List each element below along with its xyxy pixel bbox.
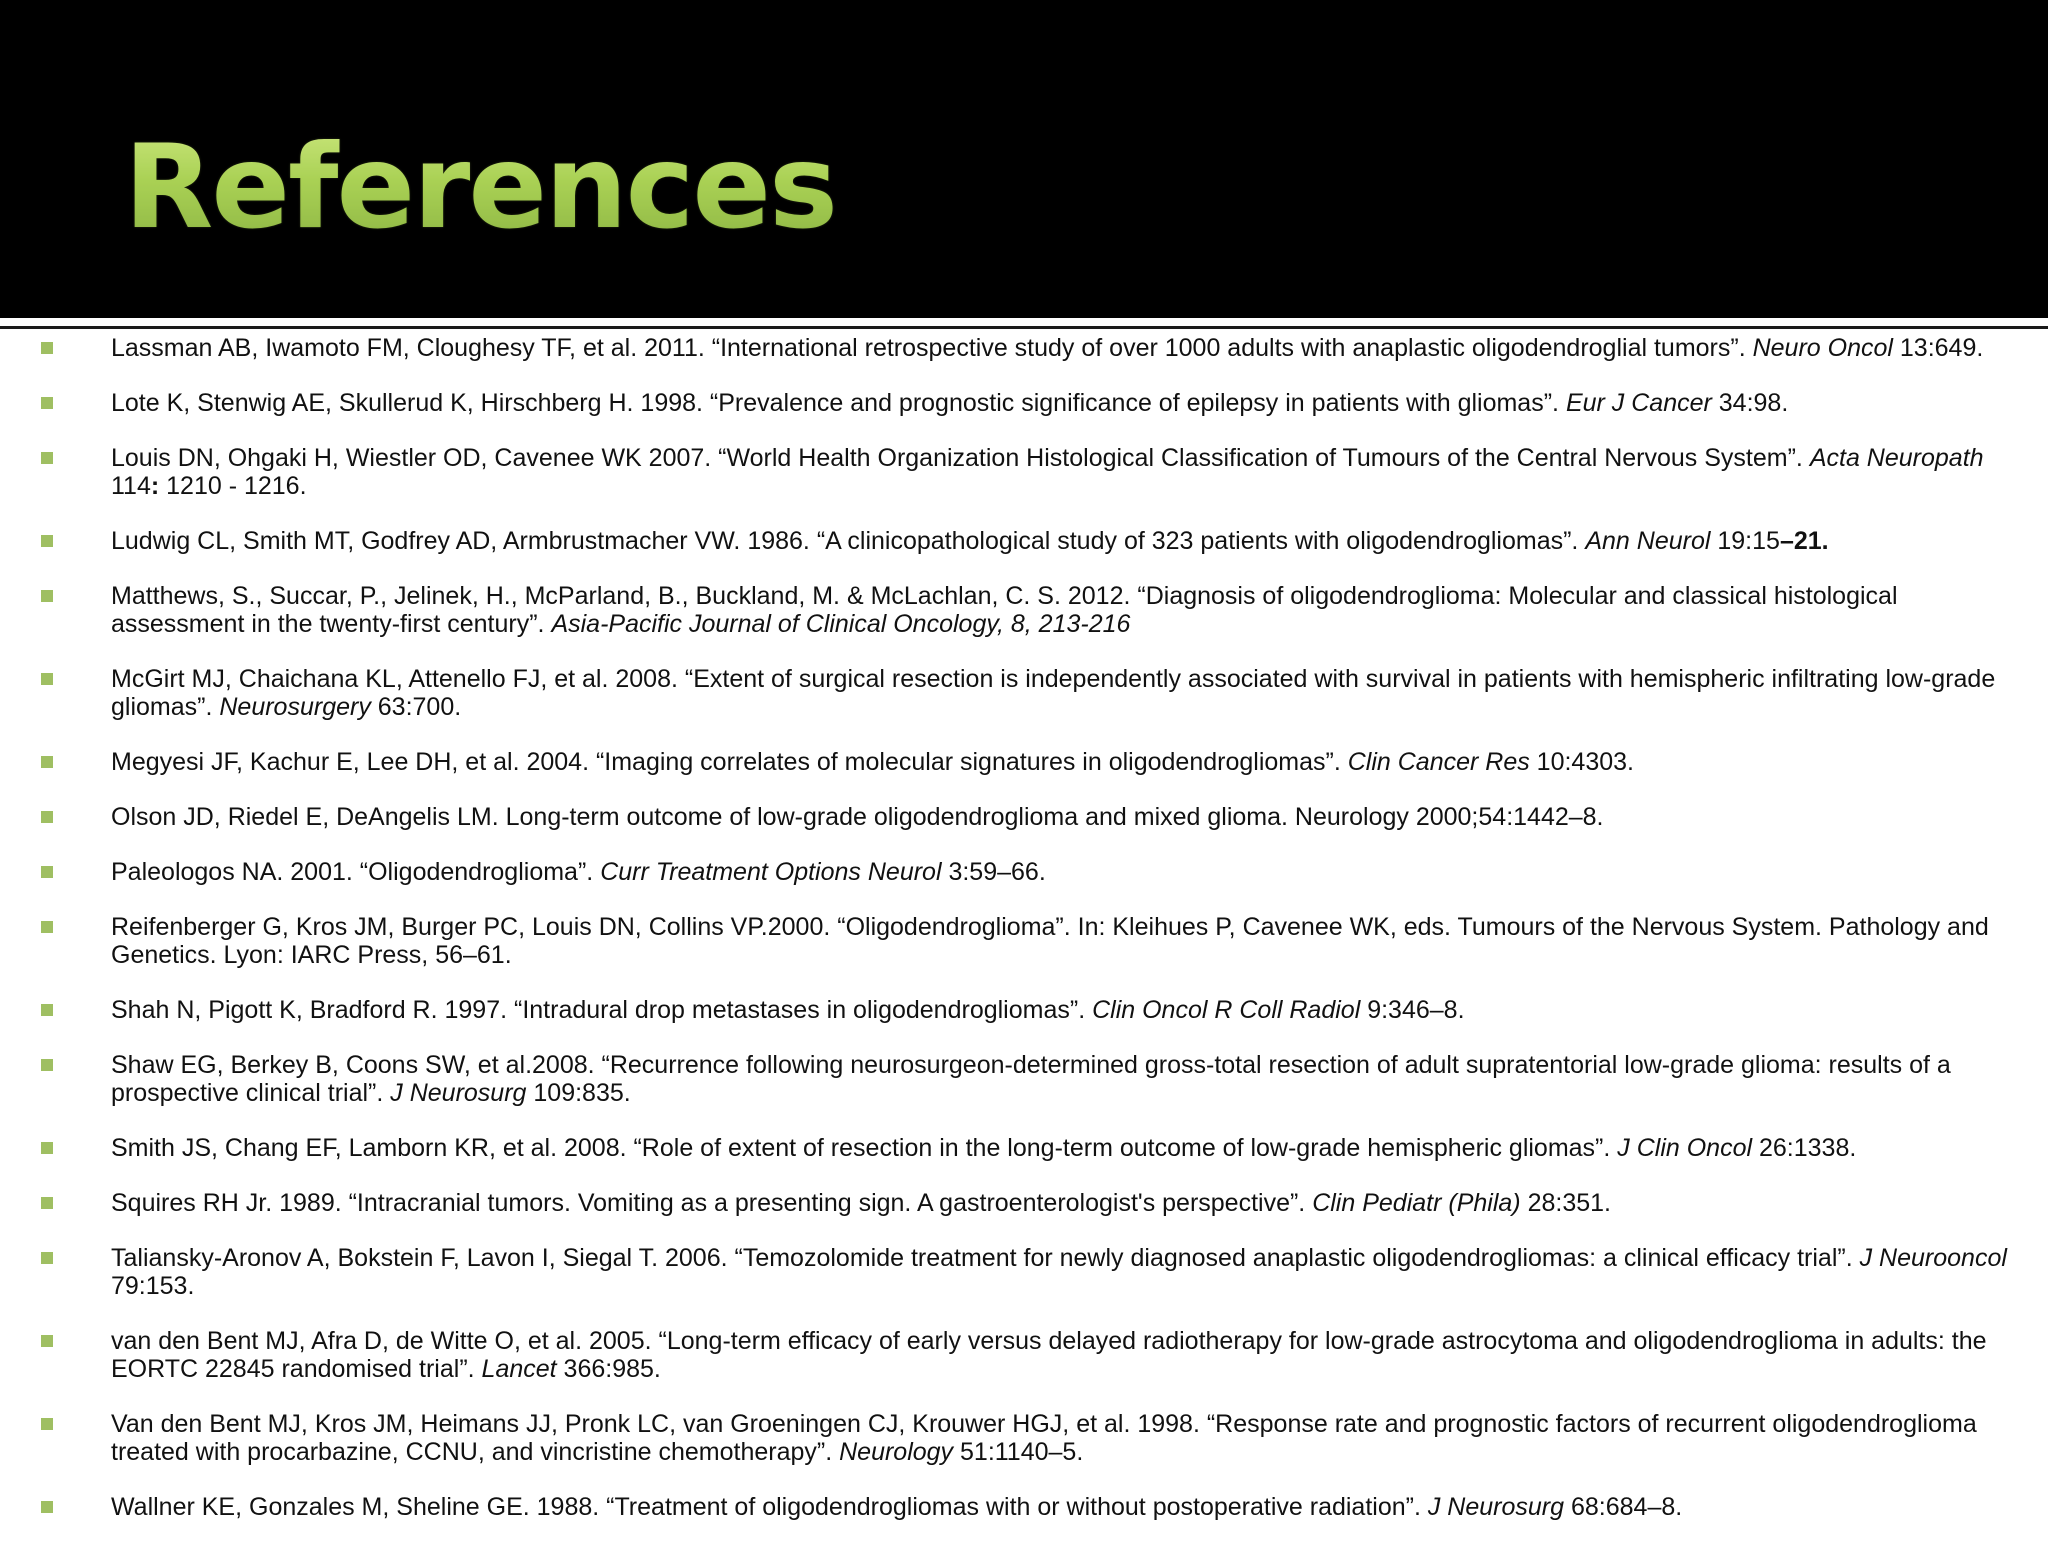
reference-citation: 366:985.: [556, 1355, 661, 1383]
reference-item: [0, 858, 2048, 886]
journal-name: J Neurosurg: [390, 1079, 527, 1107]
reference-citation-bold: :: [150, 472, 160, 500]
journal-name: J Neurosurg: [1427, 1493, 1565, 1521]
journal-name: Neurosurgery: [219, 693, 371, 721]
reference-item: [0, 334, 2048, 362]
reference-item: [0, 1410, 2048, 1466]
reference-item: [0, 1189, 2048, 1217]
reference-item: [0, 1244, 2048, 1300]
reference-item: [0, 803, 2048, 831]
square-bullet-icon: [41, 590, 53, 602]
square-bullet-icon: [41, 1197, 53, 1209]
reference-text: McGirt MJ, Chaichana KL, Attenello FJ, et al. 2008. “Extent of surgical resection is independently associated with survival in patients with hemispheric infiltrating low-grade gliomas”.: [111, 665, 1996, 721]
square-bullet-icon: [41, 673, 53, 685]
square-bullet-icon: [41, 535, 53, 547]
reference-citation: 34:98.: [1711, 389, 1789, 417]
slide-header: [0, 0, 2048, 318]
header-divider-line: [0, 326, 2048, 329]
journal-name: J Neurooncol: [1859, 1244, 2007, 1272]
reference-text: Taliansky-Aronov A, Bokstein F, Lavon I, Siegal T. 2006. “Temozolomide treatment for newly diagnosed anaplastic oligodendrogliomas: a clinical efficacy trial”.: [111, 1244, 1860, 1272]
journal-name: J Clin Oncol: [1617, 1134, 1753, 1162]
reference-text: Shaw EG, Berkey B, Coons SW, et al.2008. “Recurrence following neurosurgeon-determined gross-total resection of adult supratentorial low-grade glioma: results of a prospective clinical trial”.: [111, 1051, 1951, 1107]
reference-item: [0, 389, 2048, 417]
reference-item: [0, 1134, 2048, 1162]
journal-name: Clin Oncol R Coll Radiol: [1092, 996, 1361, 1024]
square-bullet-icon: [41, 1252, 53, 1264]
reference-text: Lassman AB, Iwamoto FM, Cloughesy TF, et al. 2011. “International retrospective study of over 1000 adults with anaplastic oligodendroglial tumors”.: [111, 334, 1753, 362]
square-bullet-icon: [41, 1501, 53, 1513]
journal-name: Acta Neuropath: [1809, 444, 1984, 472]
reference-citation-bold: –21.: [1779, 527, 1829, 555]
reference-text: Squires RH Jr. 1989. “Intracranial tumors. Vomiting as a presenting sign. A gastroenterologist's perspective”.: [111, 1189, 1313, 1217]
square-bullet-icon: [41, 756, 53, 768]
reference-text: Louis DN, Ohgaki H, Wiestler OD, Cavenee WK 2007. “World Health Organization Histological Classification of Tumours of the Central Nervous System”.: [111, 444, 1810, 472]
reference-citation: 10:4303.: [1529, 748, 1634, 776]
reference-citation: 114: [111, 472, 151, 500]
reference-item: [0, 527, 2048, 555]
reference-citation: 3:59–66.: [941, 858, 1046, 886]
reference-citation: 68:684–8.: [1564, 1493, 1683, 1521]
reference-citation: 13:649.: [1892, 334, 1984, 362]
journal-name: Asia-Pacific Journal of Clinical Oncology, 8, 213-216: [551, 610, 1131, 638]
journal-name: Clin Pediatr (Phila): [1312, 1189, 1521, 1217]
reference-citation: 63:700.: [370, 693, 462, 721]
reference-item: [0, 665, 2048, 721]
journal-name: Curr Treatment Options Neurol: [600, 858, 942, 886]
reference-text: van den Bent MJ, Afra D, de Witte O, et al. 2005. “Long-term efficacy of early versus delayed radiotherapy for low-grade astrocytoma and oligodendroglioma in adults: the EORTC 22845 randomised trial”.: [111, 1327, 1987, 1383]
reference-citation: 109:835.: [526, 1079, 631, 1107]
reference-item: [0, 748, 2048, 776]
reference-item: [0, 1493, 2048, 1521]
journal-name: Ann Neurol: [1585, 527, 1711, 555]
reference-text: Lote K, Stenwig AE, Skullerud K, Hirschberg H. 1998. “Prevalence and prognostic significance of epilepsy in patients with gliomas”.: [111, 389, 1566, 417]
journal-name: Lancet: [481, 1355, 557, 1383]
square-bullet-icon: [41, 397, 53, 409]
journal-name: Neuro Oncol: [1752, 334, 1893, 362]
header-divider: [0, 318, 2048, 323]
square-bullet-icon: [41, 1335, 53, 1347]
reference-citation: 28:351.: [1520, 1189, 1611, 1217]
square-bullet-icon: [41, 1418, 53, 1430]
reference-text: Shah N, Pigott K, Bradford R. 1997. “Intradural drop metastases in oligodendrogliomas”.: [111, 996, 1093, 1024]
reference-citation-pages: 1210 - 1216.: [159, 472, 307, 500]
reference-item: [0, 1051, 2048, 1107]
reference-citation: 51:1140–5.: [953, 1438, 1084, 1466]
reference-item: [0, 996, 2048, 1024]
square-bullet-icon: [41, 1059, 53, 1071]
reference-text: Reifenberger G, Kros JM, Burger PC, Louis DN, Collins VP.2000. “Oligodendroglioma”. In: Kleihues P, Cavenee WK, eds. Tumours of the Nervous System. Pathology and Genetics. Lyon: IARC Press, 56–61.: [111, 913, 1989, 969]
reference-citation: 9:346–8.: [1360, 996, 1465, 1024]
reference-item: [0, 582, 2048, 638]
square-bullet-icon: [41, 866, 53, 878]
square-bullet-icon: [41, 342, 53, 354]
reference-text: Wallner KE, Gonzales M, Sheline GE. 1988. “Treatment of oligodendrogliomas with or without postoperative radiation”.: [111, 1493, 1428, 1521]
reference-text: Paleologos NA. 2001. “Oligodendroglioma”.: [111, 858, 601, 886]
reference-citation: 19:15: [1710, 527, 1780, 555]
reference-text: Matthews, S., Succar, P., Jelinek, H., McParland, B., Buckland, M. & McLachlan, C. S. 2012. “Diagnosis of oligodendroglioma: Molecular and classical histological assessment in the twenty-first century”.: [111, 582, 1898, 638]
journal-name: Neurology: [839, 1438, 954, 1466]
reference-list: [0, 334, 2048, 1548]
square-bullet-icon: [41, 921, 53, 933]
reference-text: Ludwig CL, Smith MT, Godfrey AD, Armbrustmacher VW. 1986. “A clinicopathological study of 323 patients with oligodendrogliomas”.: [111, 527, 1586, 555]
reference-citation: 26:1338.: [1752, 1134, 1857, 1162]
square-bullet-icon: [41, 1142, 53, 1154]
square-bullet-icon: [41, 452, 53, 464]
reference-text: Megyesi JF, Kachur E, Lee DH, et al. 2004. “Imaging correlates of molecular signatures in oligodendrogliomas”.: [111, 748, 1348, 776]
square-bullet-icon: [41, 811, 53, 823]
reference-text: Van den Bent MJ, Kros JM, Heimans JJ, Pronk LC, van Groeningen CJ, Krouwer HGJ, et al. 1998. “Response rate and prognostic factors of recurrent oligodendroglioma treated with procarbazine, CCNU, and vincristine chemotherapy”.: [111, 1410, 1977, 1466]
reference-item: [0, 444, 2048, 500]
reference-text: Smith JS, Chang EF, Lamborn KR, et al. 2008. “Role of extent of resection in the long-term outcome of low-grade hemispheric gliomas”.: [111, 1134, 1618, 1162]
reference-item: [0, 1327, 2048, 1383]
reference-citation: 79:153.: [111, 1272, 195, 1300]
journal-name: Clin Cancer Res: [1347, 748, 1530, 776]
square-bullet-icon: [41, 1004, 53, 1016]
slide-title: References: [124, 118, 836, 258]
reference-item: [0, 913, 2048, 969]
journal-name: Eur J Cancer: [1565, 389, 1712, 417]
reference-text: Olson JD, Riedel E, DeAngelis LM. Long-term outcome of low-grade oligodendroglioma and mixed glioma. Neurology 2000;54:1442–8.: [111, 803, 1604, 831]
